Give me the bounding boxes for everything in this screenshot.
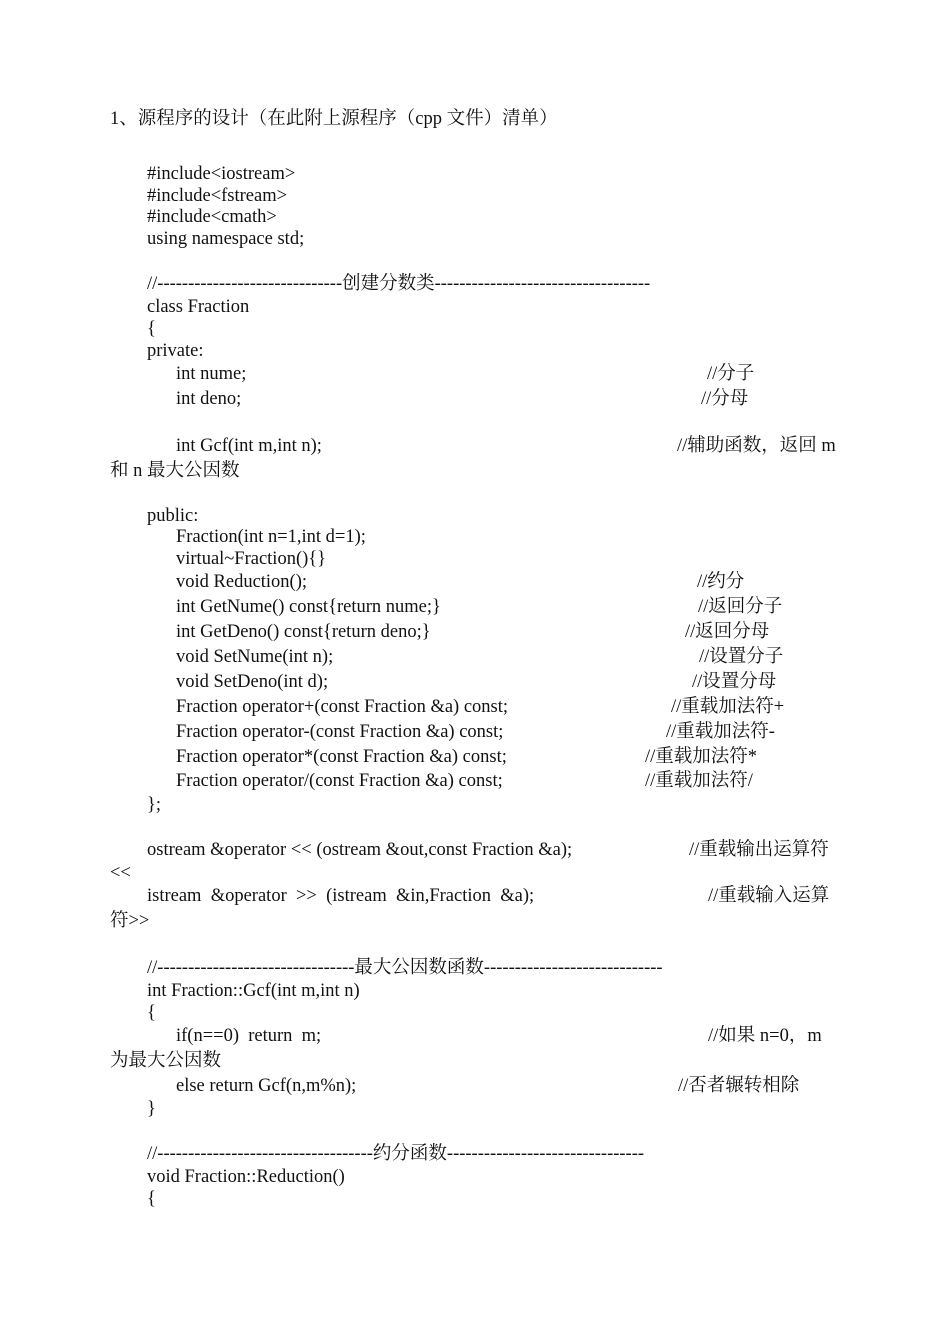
- code-line-gcf-def: int Fraction::Gcf(int m,int n): [147, 981, 360, 1001]
- code-comment-setdeno: //设置分母: [692, 672, 777, 692]
- code-line-gcf-decl: int Gcf(int m,int n);: [176, 436, 322, 456]
- code-comment-getdeno: //返回分母: [685, 622, 770, 642]
- code-line-open-brace: {: [147, 319, 156, 339]
- code-line-include-iostream: #include<iostream>: [147, 164, 296, 184]
- code-line-setnume: void SetNume(int n);: [176, 647, 334, 667]
- code-line-public: public:: [147, 506, 199, 526]
- section-heading: 1、源程序的设计（在此附上源程序（cpp 文件）清单）: [110, 109, 558, 129]
- code-line-istream: istream &operator >> (istream &in,Fraction &a);: [147, 886, 535, 906]
- code-line-setdeno: void SetDeno(int d);: [176, 672, 329, 692]
- code-comment-reduction: //约分: [697, 572, 745, 592]
- code-line-open-brace-reduction: {: [147, 1189, 156, 1209]
- code-line-dtor: virtual~Fraction(){}: [176, 549, 327, 569]
- code-separator-class: //------------------------------创建分数类-----------------------------------: [147, 274, 651, 294]
- code-line-open-brace-gcf: {: [147, 1003, 156, 1023]
- code-comment-ostream: //重载输出运算符: [689, 840, 829, 860]
- code-comment-op-mul: //重载加法符*: [645, 747, 758, 767]
- code-comment-setnume: //设置分子: [699, 647, 784, 667]
- code-line-op-plus: Fraction operator+(const Fraction &a) const;: [176, 697, 509, 717]
- code-comment-op-div: //重载加法符/: [645, 771, 753, 791]
- code-comment-istream: //重载输入运算: [708, 886, 830, 906]
- code-comment-getnume: //返回分子: [698, 597, 783, 617]
- code-comment-op-minus: //重载加法符-: [666, 722, 775, 742]
- code-line-getnume: int GetNume() const{return nume;}: [176, 597, 441, 617]
- code-comment-else: //否者辗转相除: [678, 1076, 800, 1096]
- code-line-getdeno: int GetDeno() const{return deno;}: [176, 622, 431, 642]
- code-comment-deno: //分母: [701, 389, 749, 409]
- code-line-ctor: Fraction(int n=1,int d=1);: [176, 527, 366, 547]
- code-line-nume: int nume;: [176, 364, 247, 384]
- code-line-op-minus: Fraction operator-(const Fraction &a) const;: [176, 722, 504, 742]
- code-line-private: private:: [147, 341, 204, 361]
- code-comment-gcf-wrap: 和 n 最大公因数: [110, 461, 240, 481]
- code-line-reduction-def: void Fraction::Reduction(): [147, 1167, 345, 1187]
- code-line-deno: int deno;: [176, 389, 242, 409]
- code-line-if: if(n==0) return m;: [176, 1026, 322, 1046]
- code-separator-reduction: //-----------------------------------约分函数--------------------------------: [147, 1144, 645, 1164]
- code-line-include-fstream: #include<fstream>: [147, 186, 288, 206]
- code-comment-ostream-wrap: <<: [110, 863, 131, 883]
- code-comment-if-wrap: 为最大公因数: [110, 1051, 222, 1071]
- code-comment-op-plus: //重载加法符+: [671, 697, 785, 717]
- code-comment-istream-wrap: 符>>: [110, 911, 150, 931]
- code-line-else: else return Gcf(n,m%n);: [176, 1076, 357, 1096]
- code-comment-if: //如果 n=0，m: [708, 1026, 822, 1046]
- code-line-op-mul: Fraction operator*(const Fraction &a) const;: [176, 747, 507, 767]
- code-separator-gcf: //--------------------------------最大公因数函数-----------------------------: [147, 958, 663, 978]
- code-comment-gcf: //辅助函数，返回 m: [677, 436, 836, 456]
- code-line-close-brace-gcf: }: [147, 1099, 156, 1119]
- code-line-include-cmath: #include<cmath>: [147, 207, 277, 227]
- code-line-op-div: Fraction operator/(const Fraction &a) const;: [176, 771, 503, 791]
- code-line-reduction: void Reduction();: [176, 572, 308, 592]
- code-line-ostream: ostream &operator << (ostream &out,const Fraction &a);: [147, 840, 573, 860]
- code-line-using-namespace: using namespace std;: [147, 229, 305, 249]
- code-comment-nume: //分子: [707, 364, 755, 384]
- code-line-close-class: };: [147, 795, 162, 815]
- code-line-class-decl: class Fraction: [147, 297, 250, 317]
